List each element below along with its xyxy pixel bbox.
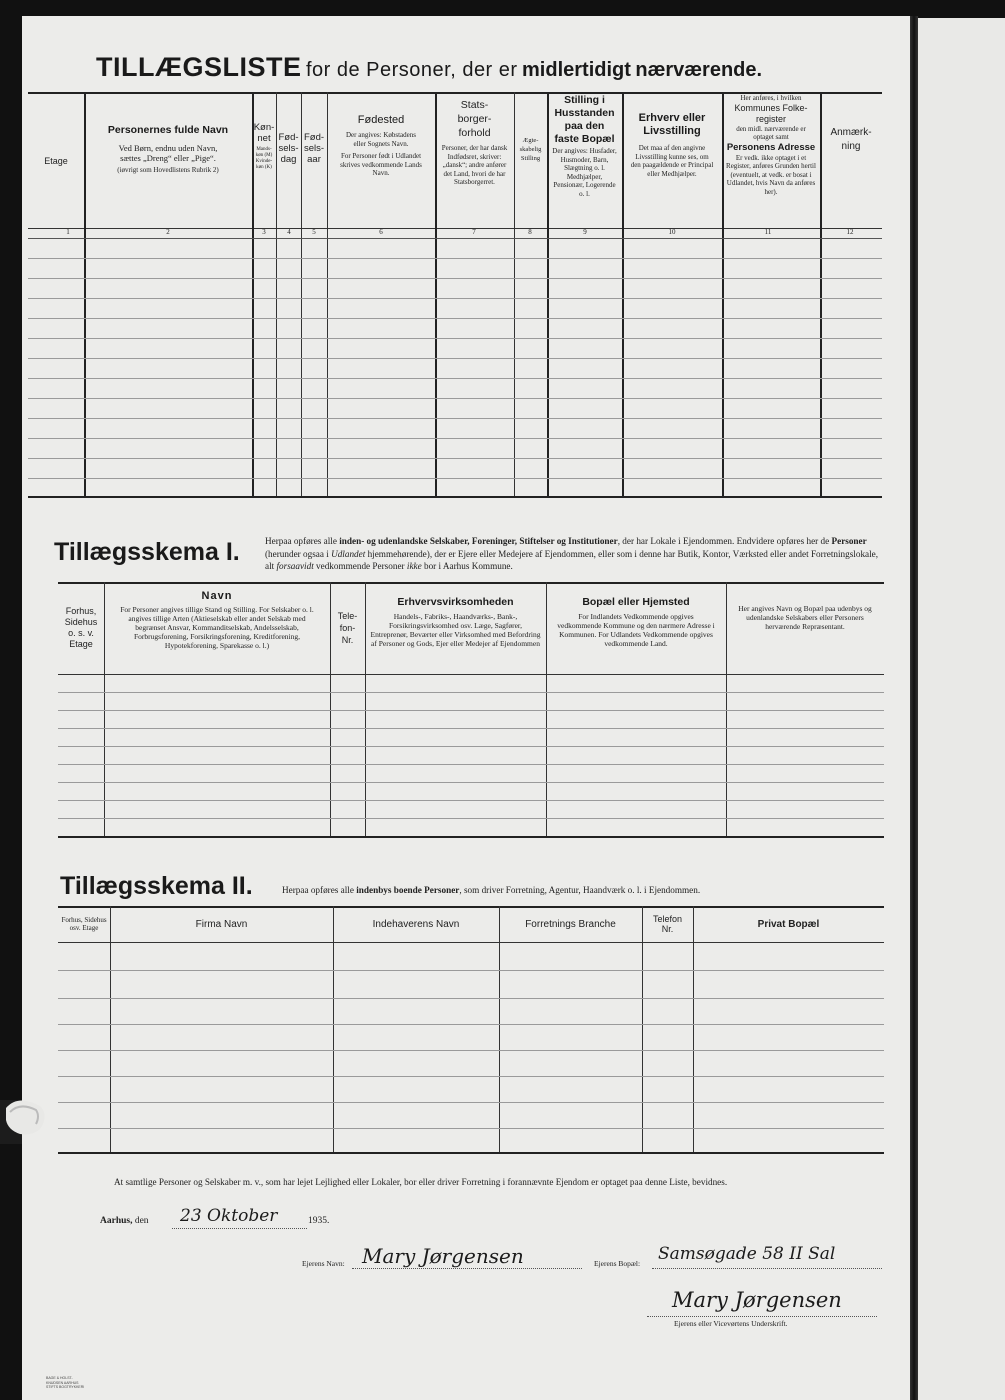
col-birthyear-label: Fød- sels- aar [303, 132, 325, 165]
col-sex-label: Køn- net [253, 122, 275, 144]
skema1-desc-part: forsaavidt [276, 561, 314, 571]
adjacent-page [918, 18, 1005, 1400]
owner-name-label: Ejerens Navn: [302, 1259, 345, 1268]
s1-col-business-sub: Handels-, Fabriks-, Haandværks-, Bank-, Forsikringsvirksomhed osv. Læge, Sagfører, Entreprenør, Beværter eller Virksomhed med Befordring af Personer og Gods, Ejer eller Medejer af Ejendommen [370, 612, 541, 648]
col-occupation-sub: Det maa af den angivne Livsstilling kunne ses, om den paagældende er Principal eller Medhjælper. [630, 144, 714, 178]
s1-col-phone [330, 584, 365, 672]
col-number: 3 [262, 228, 266, 236]
footer-statement: At samtlige Personer og Selskaber m. v., som har lejet Lejlighed eller Lokaler, bor eller driver Forretning i forannævnte Ejendom er optaget paa denne Liste, bevidnes. [114, 1177, 728, 1187]
owner-name-field [352, 1268, 582, 1269]
col-name-header [84, 96, 252, 216]
den-label: den [134, 1216, 149, 1226]
s2-col-firm [110, 908, 333, 940]
col-number: 10 [668, 228, 676, 236]
skema1-desc-part: Herpaa opføres alle [265, 536, 337, 546]
skema1-description [265, 535, 885, 573]
s2-col-firm-label: Firma Navn [195, 918, 248, 930]
skema1-desc-part: ikke [406, 561, 422, 571]
s1-col-representative-sub: Her angives Navn og Bopæl paa udenbys og udenlandske Selskabers eller Personers herværende Repræsentant. [738, 604, 872, 631]
skema2-desc-part: indenbys boende Personer [356, 885, 460, 895]
skema1-desc-part: , der har Lokale i Ejendommen. [617, 536, 735, 546]
col-number: 12 [846, 228, 854, 236]
s1-col-residence [546, 584, 726, 672]
s2-col-branch [499, 908, 642, 940]
s1-col-residence-sub: For Indlandets Vedkommende opgives vedkommende Kommune og den nærmere Adresse i Kommunen. For Udlandets Vedkommende opgives vedkommende Land. [557, 612, 715, 648]
s1-col-name-sub: For Personer angives tillige Stand og Stilling. For Selskaber o. l. angives tillige Arten (Aktieselskab eller andet Selskab med begrænset Ansvar, Kommanditselskab, Andelsselskab, Forbrugsforening, Forsikringsforening, Kreditforening, Hypotekforening, Sparekasse o. l.) [120, 605, 314, 650]
col-marital-sub: Ægte- skabelig Stilling [519, 137, 542, 162]
col-remark-header [820, 96, 882, 216]
skema1-desc-part: hjemmehørende), der er Ejere eller Medejere af Ejendommen, eller som [367, 548, 633, 559]
owner-address-label: Ejerens Bopæl: [594, 1259, 641, 1268]
s1-col-business [365, 584, 546, 672]
col-number: 6 [379, 228, 383, 236]
title-main: TILLÆGSLISTE [96, 52, 302, 82]
owner-address-handwritten: Samsøgade 58 II Sal [658, 1244, 836, 1264]
s2-col-owner [333, 908, 499, 940]
col-number: 2 [166, 228, 170, 236]
signature-handwritten: Mary Jørgensen [672, 1288, 842, 1312]
skema1-desc-part: Personer [831, 536, 867, 546]
col-number: 5 [312, 228, 316, 236]
skema2-desc-part: , som driver Forretning, Agentur, Haandværk o. l. i Ejendommen. [459, 885, 701, 895]
binder-clip [0, 1090, 50, 1150]
col-address-label: Personens Adresse [726, 141, 816, 153]
s2-col-phone-label: Telefon Nr. [652, 914, 683, 934]
s1-col-representative [726, 584, 884, 672]
signature-label: Ejerens eller Vicevørtens Underskrift. [674, 1319, 788, 1328]
col-address-pre-c: den midl. nærværende er optaget samt [736, 124, 806, 141]
col-number: 4 [287, 228, 291, 236]
s1-col-name [104, 584, 330, 672]
col-birthday-header [276, 96, 301, 216]
col-marital-header [514, 96, 547, 216]
col-address-pre-b: Kommunes Folke- register [734, 102, 808, 124]
col-birthday-label: Fød- sels- dag [278, 132, 299, 165]
col-number: 11 [764, 228, 772, 236]
title-rest-c: nærværende. [635, 59, 763, 81]
col-household-header [547, 94, 622, 224]
col-number: 9 [583, 228, 587, 236]
printer-mark: BAGE & HOLST-KNUDSEN AARHUS STIFTS BOGTRYKKERI [46, 1376, 85, 1389]
skema1-desc-part: bor i Aarhus Kommune. [423, 561, 513, 571]
s2-col-private-label: Privat Bopæl [757, 918, 820, 930]
col-birthplace-header [327, 96, 435, 216]
skema1-desc-part: inden- og udenlandske Selskaber, Foreninger, Stiftelser og Institutioner [339, 536, 618, 546]
s2-col-private [693, 908, 884, 940]
col-address-sub: Er vedk. ikke optaget i et Register, anføres Grunden hertil (eventuelt, at vedk. er bosat i Udlandet, hvis Navn da anføres her). [726, 153, 816, 196]
col-household-label: Stilling i Husstanden paa den faste Bopæl [554, 94, 615, 145]
s1-col-etage [58, 584, 104, 672]
skema2-description [282, 885, 700, 895]
col-birthplace-sub: Der angives: Købstadens eller Sognets Navn. [346, 131, 416, 148]
col-etage-label: Etage [44, 155, 68, 166]
col-citizenship-label: Stats- borger- forhold [457, 99, 492, 139]
col-address-header [722, 94, 820, 224]
s1-col-name-label: Navn [201, 590, 233, 602]
s1-col-business-label: Erhvervsvirksomheden [397, 596, 514, 608]
col-address-pre: Her anføres, i hvilken [740, 94, 802, 102]
col-occupation-label: Erhverv eller Livsstilling [638, 112, 706, 137]
date-handwritten: 23 Oktober [180, 1206, 278, 1226]
col-citizenship-sub: Personer, der har dansk Indfødsret, skriver: „dansk“; andre anfører det Land, hvori de har Statsborgerret. [441, 144, 508, 186]
col-remark-label: Anmærk- ning [830, 127, 872, 152]
skema1-desc-part: (herunder ogsaa i [265, 548, 329, 559]
col-number: 8 [528, 228, 532, 236]
year-label: 1935. [308, 1216, 330, 1226]
page-title [96, 52, 762, 83]
col-household-sub: Der angives: Husfader, Husmoder, Barn, Slægtning o. l. Medhjælper, Pensionær, Logerende o. l. [552, 147, 617, 198]
col-occupation-header [622, 96, 722, 216]
col-citizenship-header [435, 96, 514, 220]
title-rest-a: for de Personer, der er [305, 59, 518, 81]
col-sex-sub: Mands- køn (M) Kvinde- køn (K) [255, 147, 273, 170]
col-name-sub2: (iøvrigt som Hovedlistens Rubrik 2) [117, 166, 219, 174]
skema1-desc-part: i denne har Butik, Kontor, Værksted eller andet Forretningslokale, alt [265, 548, 879, 571]
signature-field [647, 1316, 877, 1317]
s1-col-etage-label: Forhus, Sidehus o. s. v. Etage [64, 606, 98, 649]
col-name-sub: Ved Børn, endnu uden Navn, sættes „Dreng“ eller „Pige“. [118, 143, 218, 163]
form-page [22, 16, 910, 1400]
col-name-label: Personernes fulde Navn [107, 124, 229, 136]
owner-name-handwritten: Mary Jørgensen [362, 1244, 524, 1268]
skema2-title: Tillægsskema II. [60, 872, 253, 900]
s2-col-etage-label: Forhus, Sidehus osv. Etage [61, 916, 107, 932]
col-number: 7 [472, 228, 476, 236]
owner-address-field [652, 1268, 882, 1269]
skema1-title: Tillægsskema I. [54, 538, 240, 566]
skema2-desc-part: Herpaa opføres alle [282, 885, 354, 895]
s2-col-etage [58, 908, 110, 940]
col-number: 1 [66, 228, 70, 236]
date-field [172, 1228, 307, 1229]
s2-col-phone [642, 908, 693, 940]
date-line [100, 1216, 149, 1226]
s1-col-residence-label: Bopæl eller Hjemsted [582, 596, 690, 608]
col-birthyear-header [301, 96, 327, 216]
title-rest-b: midlertidigt [522, 59, 631, 81]
skema1-desc-part: vedkommende Personer [316, 561, 405, 571]
skema1-desc-part: Udlandet [331, 548, 366, 559]
s2-col-owner-label: Indehaverens Navn [372, 918, 460, 930]
skema1-desc-part: Endvidere opføres her de [736, 536, 830, 546]
col-etage-header [28, 96, 84, 226]
col-birthplace-sub2: For Personer født i Udlandet skrives vedkommende Lands Navn. [340, 152, 422, 177]
col-sex-header [252, 96, 276, 216]
city-label: Aarhus, [100, 1216, 133, 1226]
s2-col-branch-label: Forretnings Branche [525, 918, 616, 930]
s1-col-phone-label: Tele- fon- Nr. [337, 611, 358, 645]
col-birthplace-label: Fødested [357, 114, 405, 126]
